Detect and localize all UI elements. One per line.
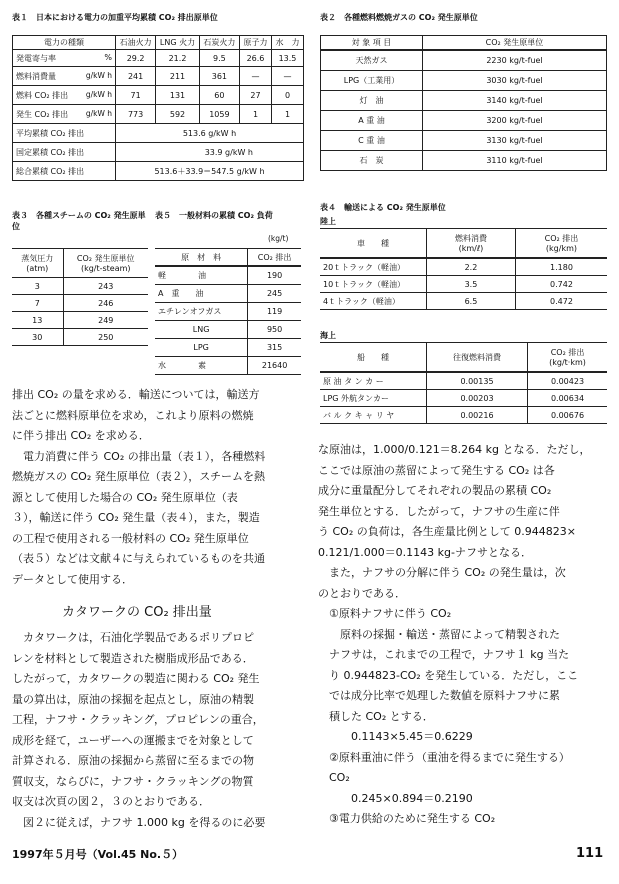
table5-unit: (kg/t) — [268, 234, 289, 243]
table4-sea-header-row — [320, 343, 607, 373]
table-cell: 245 — [248, 285, 301, 303]
table-cell: 石 炭 — [321, 151, 423, 171]
table-row — [321, 111, 607, 131]
table-cell: 131 — [156, 86, 200, 105]
table-cell: 4ｔトラック（軽油） — [320, 293, 427, 310]
text-line: CO₂ — [318, 771, 350, 784]
table-cell: 3130 kg/t-fuel — [423, 131, 607, 151]
text-line: 図２に従えば，ナフサ 1.000 kg を得るのに必要 — [12, 815, 266, 829]
table-cell: 250 — [63, 329, 148, 346]
table-cell: 0.472 — [515, 293, 607, 310]
table4-land — [320, 228, 607, 310]
table-row — [12, 295, 148, 312]
table2-header: CO₂ 発生原単位 — [423, 36, 607, 51]
text-line: ②原料重油に伴う（重油を得るまでに発生する） — [318, 750, 570, 764]
summary-value: 513.6 g/kW h — [116, 124, 304, 143]
table-cell: 10ｔトラック（軽油） — [320, 276, 427, 293]
text-line: 燃焼ガスの CO₂ 発生原単位（表２），スチームを熱 — [12, 470, 266, 483]
table-row — [320, 293, 607, 310]
row-label: 燃料 CO₂ 排出 — [16, 90, 69, 100]
text-line: 源として使用した場合の CO₂ 発生原単位（表 — [12, 490, 238, 504]
table-cell: 天然ガス — [321, 50, 423, 71]
table-row — [155, 266, 301, 285]
table4-land-label: 陸上 — [320, 217, 336, 226]
text-line: 法ごとに燃料原単位を求め，これより原料の燃焼 — [12, 408, 254, 422]
text-line: データとして使用する． — [12, 572, 133, 586]
table-cell: 119 — [248, 303, 301, 321]
right-body-paragraph — [318, 440, 591, 830]
summary-value: 33.9 g/kW h — [116, 143, 304, 162]
table-row — [13, 50, 304, 67]
text-line: ３），輸送に伴う CO₂ 発生量（表４），また，製造 — [12, 511, 260, 524]
table-cell: 3 — [12, 278, 63, 295]
table-cell: 241 — [116, 67, 156, 86]
table-cell: 26.6 — [240, 50, 272, 67]
summary-label: 平均累積 CO₂ 排出 — [13, 124, 116, 143]
table-cell: 243 — [63, 278, 148, 295]
text-line: 積した CO₂ とする． — [318, 709, 434, 723]
text-line: 排出 CO₂ の量を求める．輸送については，輸送方 — [12, 388, 260, 401]
table-row — [155, 321, 301, 339]
table5 — [155, 248, 301, 375]
table-cell: 3200 kg/t-fuel — [423, 111, 607, 131]
text-line: したがって，カタワークの製造に関わる CO₂ 発生 — [12, 672, 260, 685]
text-line: 成形を経て，ユーザーへの運搬までを対象として — [12, 733, 254, 747]
table-row — [320, 390, 607, 407]
table-cell: C 重 油 — [321, 131, 423, 151]
issue-footer: 1997年５月号（Vol.45 No.５） — [12, 848, 184, 861]
text-line: う CO₂ の負荷は，各生産量比例として 0.944823× — [318, 525, 576, 538]
text-line: 成分に重量配分してそれぞれの製品の累積 CO₂ — [318, 484, 552, 497]
table-cell: 315 — [248, 339, 301, 357]
table-cell: 13 — [12, 312, 63, 329]
table-cell: 2230 kg/t-fuel — [423, 50, 607, 71]
table-cell: LPG（工業用） — [321, 71, 423, 91]
table1-header: 電力の種類 — [13, 36, 116, 50]
table1-header: 石炭火力 — [199, 36, 239, 50]
table-cell: 6.5 — [427, 293, 516, 310]
table-cell: 1059 — [199, 105, 239, 124]
table-row — [321, 71, 607, 91]
text-line: 0.245×0.894＝0.2190 — [318, 791, 473, 805]
table-cell: 0.00135 — [427, 372, 528, 390]
text-line: 電力消費に伴う CO₂ の排出量（表１），各種燃料 — [12, 449, 266, 463]
table4-header: 船 種 — [320, 343, 427, 373]
table4-header: 往復燃料消費 — [427, 343, 528, 373]
table-cell: 1 — [240, 105, 272, 124]
table-row — [12, 312, 148, 329]
table5-header: CO₂ 排出 — [248, 249, 301, 267]
table4-caption: 表４ 輸送による CO₂ 発生原単位 — [320, 203, 446, 212]
text-line: ③電力供給のために発生する CO₂ — [318, 812, 496, 825]
table-cell: — — [240, 67, 272, 86]
text-line: レンを材料として製造された樹脂成形品である． — [12, 651, 254, 665]
table-cell: LNG — [155, 321, 248, 339]
table-cell: 249 — [63, 312, 148, 329]
text-line: 質収支，ならびに，ナフサ・クラッキングの物質 — [12, 774, 254, 788]
table4-sea — [320, 342, 607, 424]
table-row — [320, 372, 607, 390]
table-row — [320, 276, 607, 293]
table3-header: 蒸気圧力 (atm) — [12, 249, 63, 278]
table-cell: 9.5 — [199, 50, 239, 67]
table4-header: 燃料消費 (km/ℓ) — [427, 229, 516, 259]
text-line: 0.1143×5.45＝0.6229 — [318, 730, 473, 743]
table-cell: 3140 kg/t-fuel — [423, 91, 607, 111]
table-cell: 21640 — [248, 357, 301, 375]
table-cell: 軽 油 — [155, 266, 248, 285]
table2-caption: 表２ 各種燃料燃焼ガスの CO₂ 発生原単位 — [320, 13, 478, 22]
text-line: 発生単位とする．したがって，ナフサの生産に伴 — [318, 504, 560, 518]
text-line: ナフサは，これまでの工程で，ナフサ１ kg 当た — [318, 648, 570, 661]
table-cell: 水 素 — [155, 357, 248, 375]
table3-caption: 表３ 各種スチームの CO₂ 発生原単位 — [12, 211, 146, 231]
table-cell: 211 — [156, 67, 200, 86]
table-row — [321, 50, 607, 71]
table-row — [321, 131, 607, 151]
table-cell: 3110 kg/t-fuel — [423, 151, 607, 171]
text-line: な原油は，1.000/0.121＝8.264 kg となる．ただし， — [318, 443, 591, 456]
table-cell: 0.00676 — [528, 407, 607, 424]
table-row — [321, 151, 607, 171]
table-cell: 0.00203 — [427, 390, 528, 407]
table1-caption: 表１ 日本における電力の加重平均累積 CO₂ 排出原単位 — [12, 13, 218, 22]
table-cell: エチレンオフガス — [155, 303, 248, 321]
text-line: 収支は次頁の図２，３のとおりである． — [12, 795, 210, 808]
table2-header: 対 象 項 目 — [321, 36, 423, 51]
table-row — [155, 303, 301, 321]
text-line: カタワークは，石油化学製品であるポリプロピ — [12, 631, 254, 644]
text-line: 量の算出は，原油の採掘を起点とし，原油の精製 — [12, 692, 254, 706]
table4-land-header-row — [320, 229, 607, 259]
text-line: （表５）などは文献４に与えられているものを共通 — [12, 552, 265, 565]
table-cell: 246 — [63, 295, 148, 312]
table-cell: バ ル ク キ ャ リ ヤ — [320, 407, 427, 424]
table5-caption: 表５ 一般材料の累積 CO₂ 負荷 — [155, 211, 273, 220]
table4-header: 車 種 — [320, 229, 427, 259]
text-line: ここでは原油の蒸留によって発生する CO₂ は各 — [318, 463, 555, 477]
table-cell: 20ｔトラック（軽油） — [320, 258, 427, 276]
table2-header-row — [321, 36, 607, 51]
table-cell: 0.00423 — [528, 372, 607, 390]
text-line: ①原料ナフサに伴う CO₂ — [318, 607, 452, 620]
table-cell: 29.2 — [116, 50, 156, 67]
table3 — [12, 248, 148, 346]
table-cell: 7 — [12, 295, 63, 312]
table-row — [13, 86, 304, 105]
table-cell: 592 — [156, 105, 200, 124]
left-body-paragraph — [12, 628, 265, 833]
table-cell: 190 — [248, 266, 301, 285]
table-cell: LPG 外航タンカー — [320, 390, 427, 407]
table-cell: 13.5 — [271, 50, 303, 67]
table-cell: 灯 油 — [321, 91, 423, 111]
summary-label: 総合累積 CO₂ 排出 — [13, 162, 116, 181]
table1-header: LNG 火力 — [156, 36, 200, 50]
table-cell: 71 — [116, 86, 156, 105]
table-cell: 361 — [199, 67, 239, 86]
left-intro-paragraph — [12, 385, 265, 590]
row-unit: g/kW h — [85, 89, 112, 99]
summary-label: 国定累積 CO₂ 排出 — [13, 143, 116, 162]
text-line: では成分比率で処理した数値を原料ナフサに累 — [318, 689, 560, 702]
table-row — [155, 339, 301, 357]
table-row — [321, 91, 607, 111]
table-cell: 0 — [271, 86, 303, 105]
page-number: 111 — [576, 846, 604, 861]
text-line: り 0.944823-CO₂ を発生している．ただし，ここ — [318, 668, 579, 682]
text-line: 0.121/1.000＝0.1143 kg-ナフサとなる． — [318, 545, 532, 559]
table-cell: — — [271, 67, 303, 86]
table1-header: 水 力 — [271, 36, 303, 50]
text-line: 原料の採掘・輸送・蒸留によって精製された — [318, 627, 560, 641]
table-cell: 60 — [199, 86, 239, 105]
table-row — [13, 67, 304, 86]
table1-header: 石油火力 — [116, 36, 156, 50]
table-cell: A 重 油 — [155, 285, 248, 303]
table-row — [13, 105, 304, 124]
row-unit: g/kW h — [85, 70, 112, 80]
text-line: のとおりである． — [318, 586, 406, 600]
table-cell: 原 油 タ ン カ ー — [320, 372, 427, 390]
table1-header-row — [13, 36, 304, 50]
table4-sea-label: 海上 — [320, 331, 336, 340]
table-row — [320, 407, 607, 424]
row-unit: g/kW h — [85, 108, 112, 118]
row-label: 燃料消費量 — [16, 71, 56, 81]
summary-value: 513.6＋33.9＝547.5 g/kW h — [116, 162, 304, 181]
table-cell: 0.742 — [515, 276, 607, 293]
table4-header: CO₂ 排出 (kg/t·km) — [528, 343, 607, 373]
text-line: 計算される．原油の採掘から蒸留に至るまでの物 — [12, 754, 254, 767]
table-cell: 0.00634 — [528, 390, 607, 407]
table-cell: 30 — [12, 329, 63, 346]
table3-header-row — [12, 249, 148, 278]
table-cell: 2.2 — [427, 258, 516, 276]
table-cell: 3030 kg/t-fuel — [423, 71, 607, 91]
table-row — [155, 357, 301, 375]
section-title: カタワークの CO₂ 排出量 — [62, 605, 212, 620]
text-line: また，ナフサの分解に伴う CO₂ の発生量は，次 — [318, 566, 566, 579]
table-cell: 3.5 — [427, 276, 516, 293]
table5-header: 原 材 料 — [155, 249, 248, 267]
table-row — [155, 285, 301, 303]
table-cell: 773 — [116, 105, 156, 124]
text-line: 工程，ナフサ・クラッキング，プロピレンの重合， — [12, 713, 264, 726]
table-cell: 27 — [240, 86, 272, 105]
table1 — [12, 35, 304, 181]
table-cell: 1.180 — [515, 258, 607, 276]
table-cell: LPG — [155, 339, 248, 357]
text-line: の工程で使用される一般材料の CO₂ 発生原単位 — [12, 531, 249, 545]
table-row — [13, 162, 304, 181]
table3-header: CO₂ 発生原単位 (kg/t-steam) — [63, 249, 148, 278]
row-label: 発生 CO₂ 排出 — [16, 109, 69, 119]
table-row — [12, 329, 148, 346]
table-row — [320, 258, 607, 276]
table1-header: 原子力 — [240, 36, 272, 50]
table-row — [13, 124, 304, 143]
table-row — [13, 143, 304, 162]
table-cell: 21.2 — [156, 50, 200, 67]
table5-header-row — [155, 249, 301, 267]
table-cell: A 重 油 — [321, 111, 423, 131]
row-label: 発電寄与率 — [16, 53, 56, 63]
row-unit: % — [104, 52, 112, 62]
table-cell: 1 — [271, 105, 303, 124]
table-cell: 0.00216 — [427, 407, 528, 424]
table2 — [320, 35, 607, 171]
table4-header: CO₂ 排出 (kg/km) — [515, 229, 607, 259]
table-cell: 950 — [248, 321, 301, 339]
text-line: に伴う排出 CO₂ を求める． — [12, 429, 150, 442]
table-row — [12, 278, 148, 295]
